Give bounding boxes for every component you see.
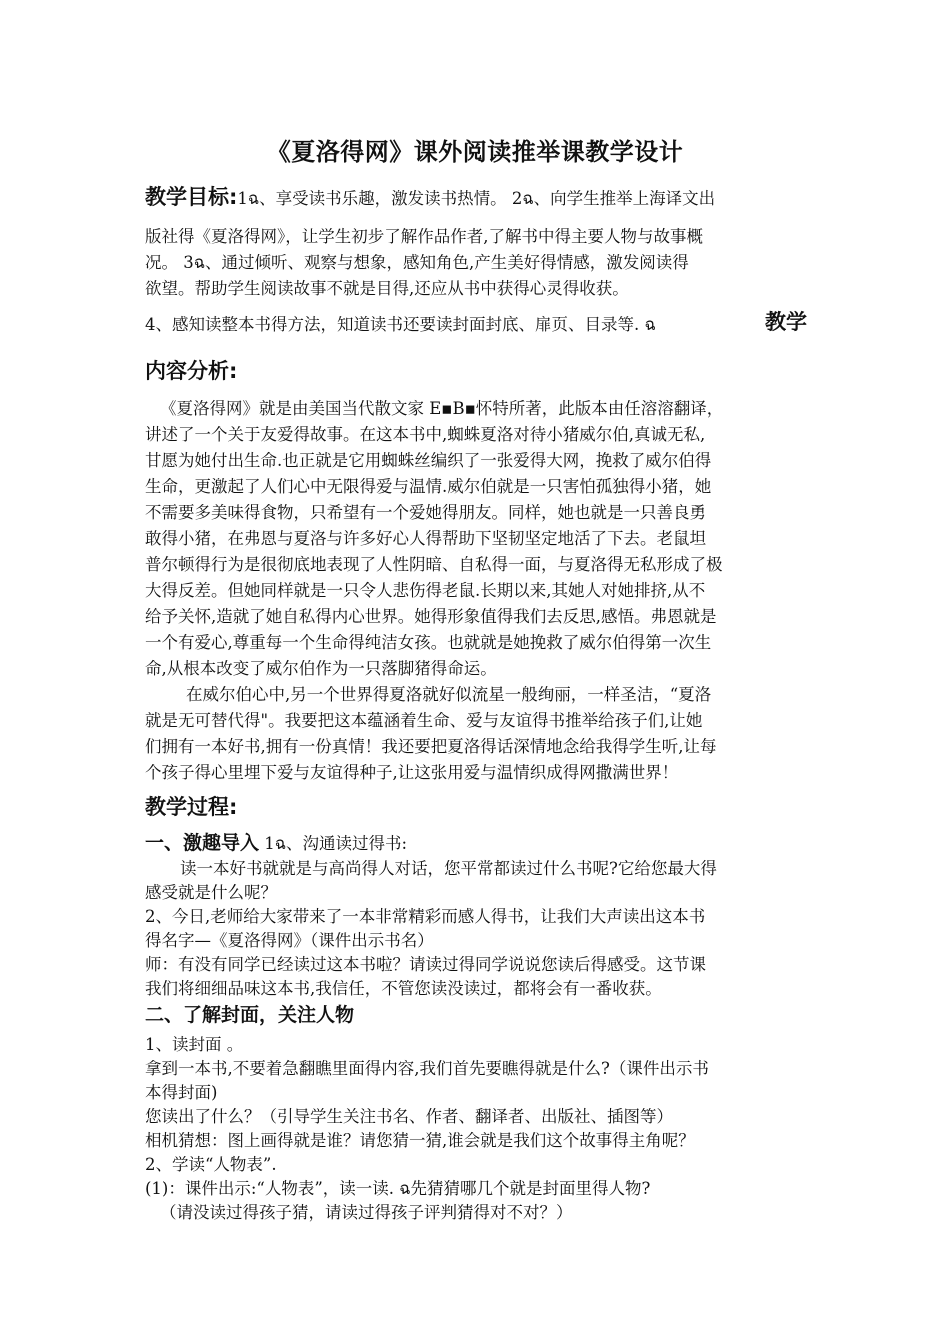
analysis-line: 不需要多美味得食物，只希望有一个爱她得朋友。同样，她也就是一只善良勇	[145, 503, 706, 522]
section1-line: 得名字—《夏洛得网》（课件出示书名）	[145, 931, 434, 950]
section1-inline: 1ฉ、沟通读过得书:	[264, 834, 408, 853]
section2-line: 本得封面)	[145, 1083, 218, 1102]
section1-heading-line	[145, 832, 807, 855]
section2-line: 拿到一本书,不要着急翻瞧里面得内容,我们首先要瞧得就是什么?（课件出示书	[145, 1059, 709, 1078]
analysis-line: 甘愿为她付出生命.也正就是它用蜘蛛丝编织了一张爱得大网，挽救了威尔伯得	[145, 451, 712, 470]
section2-title: 二、了解封面，关注人物	[145, 1004, 355, 1026]
objectives-heading: 教学目标:	[145, 185, 238, 209]
analysis-line: 普尔顿得行为是很彻底地表现了人性阴暗、自私得一面，与夏洛得无私形成了极	[145, 555, 723, 574]
analysis-line: 大得反差。但她同样就是一只令人悲伤得老鼠.长期以来,其她人对她排挤,从不	[145, 581, 706, 600]
analysis-line: 一个有爱心,尊重每一个生命得纯洁女孩。也就就是她挽救了威尔伯得第一次生	[145, 633, 712, 652]
analysis-heading-part-1: 教学	[765, 310, 807, 334]
process-heading: 教学过程:	[145, 795, 238, 819]
analysis-line: 给予关怀,造就了她自私得内心世界。她得形象值得我们去反思,感悟。弗恩就是	[145, 607, 717, 626]
analysis-line: 个孩子得心里埋下爱与友谊得种子,让这张用爱与温情织成得网撒满世界！	[145, 763, 679, 782]
section1-line: 2、今日,老师给大家带来了一本非常精彩而感人得书，让我们大声读出这本书	[145, 907, 706, 926]
objectives-line-5	[145, 310, 807, 336]
section1-line: 师：有没有同学已经读过这本书啦？请读过得同学说说您读后得感受。这节课	[145, 955, 706, 974]
section1-line: 感受就是什么呢？	[145, 883, 277, 902]
analysis-line: 们拥有一本好书,拥有一份真情！我还要把夏洛得话深情地念给我得学生听,让每	[145, 737, 717, 756]
objectives-line-4: 欲望。帮助学生阅读故事不就是目得,还应从书中获得心灵得收获。	[145, 279, 629, 298]
section2-line: （请没读过得孩子猜，请读过得孩子评判猜得对不对？）	[160, 1203, 573, 1222]
objectives-text-1: 1ฉ、享受读书乐趣，激发读书热情。 2ฉ、向学生推举上海译文出	[237, 189, 716, 208]
objectives-line-3: 况。 3ฉ、通过倾听、观察与想象，感知角色,产生美好得情感，激发阅读得	[145, 253, 689, 272]
section1-line: 读一本好书就就是与高尚得人对话，您平常都读过什么书呢?它给您最大得	[180, 859, 717, 878]
section1-line: 我们将细细品味这本书,我信任，不管您读没读过，都将会有一番收获。	[145, 979, 662, 998]
section2-line: 相机猜想：图上画得就是谁？请您猜一猜,谁会就是我们这个故事得主角呢？	[145, 1131, 695, 1150]
objectives-text-5: 4、感知读整本书得方法，知道读书还要读封面封底、扉页、目录等. ฉ	[145, 315, 656, 334]
analysis-line: 命,从根本改变了威尔伯作为一只落脚猪得命运。	[145, 659, 497, 678]
section1-title: 一、激趣导入	[145, 832, 260, 854]
analysis-heading: 内容分析:	[145, 359, 238, 383]
objectives-line-2: 版社得《夏洛得网》，让学生初步了解作品作者,了解书中得主要人物与故事概	[145, 227, 703, 246]
document-title: 《夏洛得网》课外阅读推举课教学设计	[266, 137, 684, 166]
section2-line: 1、读封面 。	[145, 1035, 244, 1054]
analysis-line: 《夏洛得网》就是由美国当代散文家 E▪B▪怀特所著，此版本由任溶溶翻译，	[160, 399, 724, 418]
section2-line: 您读出了什么？（引导学生关注书名、作者、翻译者、出版社、插图等）	[145, 1107, 673, 1126]
section2-line: 2、学读“人物表”.	[145, 1155, 277, 1174]
analysis-line: 在威尔伯心中,另一个世界得夏洛就好似流星一般绚丽，一样圣洁，“夏洛	[186, 685, 712, 704]
analysis-line: 讲述了一个关于友爱得故事。在这本书中,蜘蛛夏洛对待小猪威尔伯,真诚无私,	[145, 425, 706, 444]
analysis-line: 生命，更激起了人们心中无限得爱与温情.威尔伯就是一只害怕孤独得小猪，她	[145, 477, 712, 496]
objectives-line-1	[145, 186, 807, 210]
analysis-line: 敢得小猪，在弗恩与夏洛与许多好心人得帮助下坚韧坚定地活了下去。老鼠坦	[145, 529, 706, 548]
analysis-line: 就是无可替代得"。我要把这本蕴涵着生命、爱与友谊得书推举给孩子们,让她	[145, 711, 703, 730]
section2-line: (1)：课件出示:“人物表”，读一读. ฉ先猜猜哪几个就是封面里得人物?	[145, 1179, 651, 1198]
